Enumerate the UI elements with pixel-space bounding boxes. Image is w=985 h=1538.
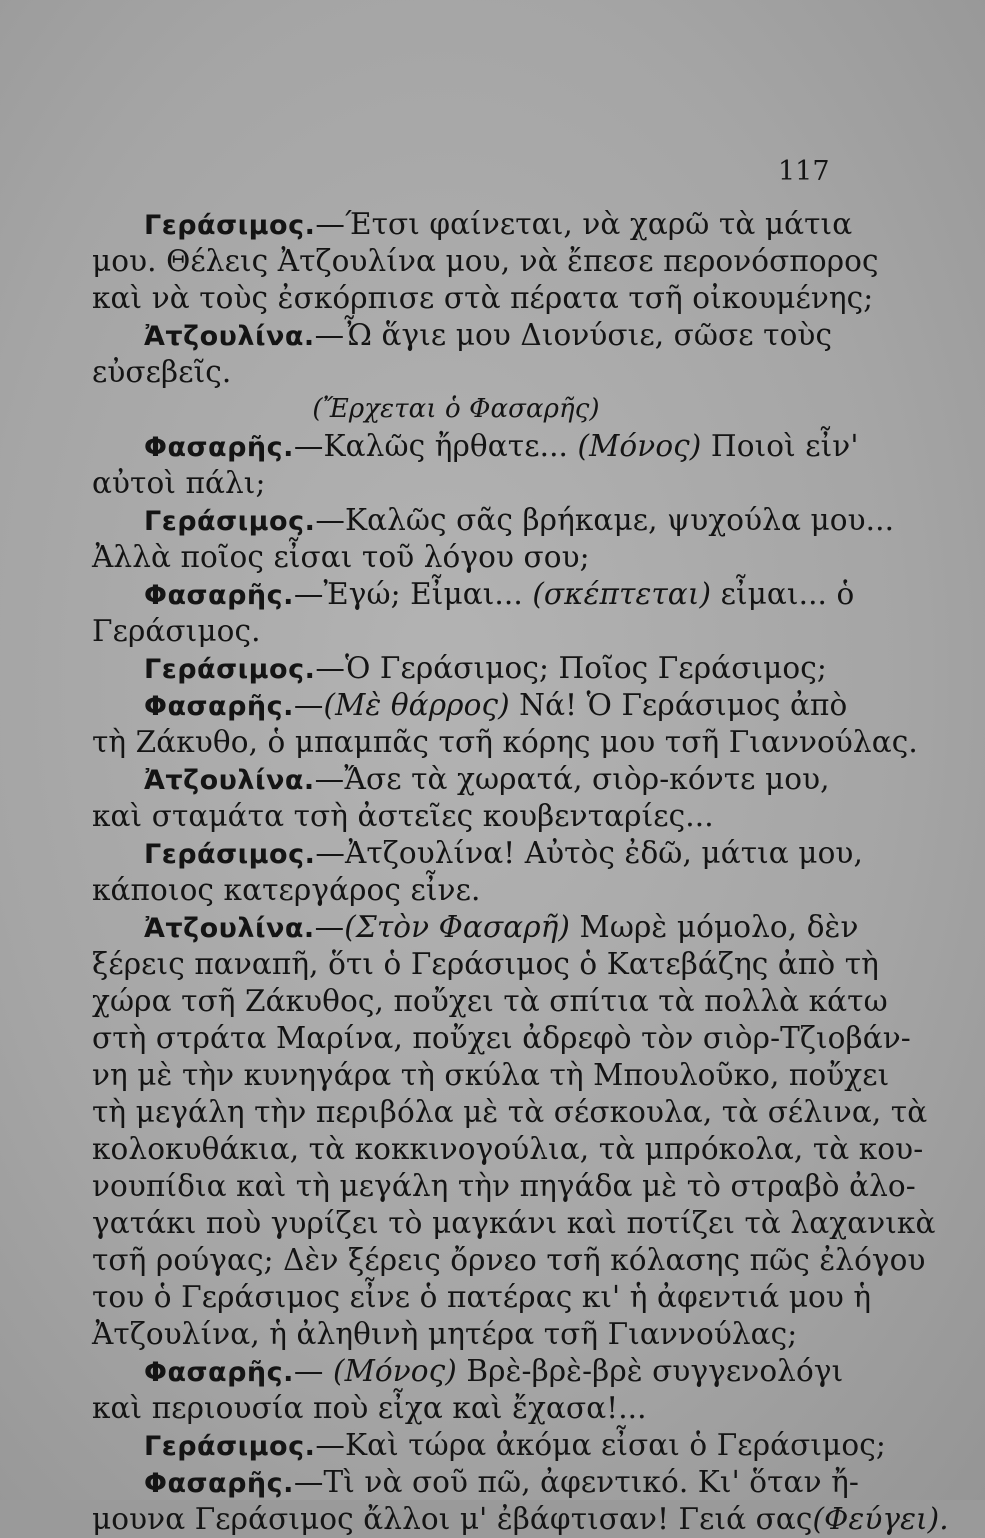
line-text: χώρα τσῆ Ζάκυθος, ποὔχει τὰ σπίτια τὰ πολλὰ κάτω: [92, 984, 888, 1018]
text-line: [92, 1464, 859, 1501]
text-line: [92, 539, 820, 576]
line-text: καὶ σταμάτα τσὴ ἀστεῖες κουβενταρίες...: [92, 799, 714, 833]
text-line: [92, 1168, 916, 1205]
line-text: αὐτοὶ πάλι;: [92, 466, 266, 500]
text-line: [92, 1353, 844, 1390]
line-text-continued: Βρὲ-βρὲ-βρὲ συγγενολόγι: [456, 1354, 844, 1388]
line-text: κάποιος κατεργάρος εἶνε.: [92, 873, 481, 907]
text-line: [92, 428, 859, 465]
text-line: [92, 1316, 820, 1353]
line-text: —Τὶ νὰ σοῦ πῶ, ἀφεντικό. Κι' ὅταν ἤ-: [293, 1465, 859, 1499]
stage-direction-inline: (Μόνος): [577, 429, 702, 463]
stage-direction-inline: (Μόνος): [332, 1354, 457, 1388]
text-line: [92, 280, 874, 317]
speaker-name: Γεράσιμος.: [144, 210, 316, 241]
speaker-name: Ἀτζουλίνα.: [144, 913, 315, 944]
line-text: —: [293, 688, 324, 722]
speaker-name: Φασαρῆς.: [144, 691, 294, 722]
text-line: [92, 909, 859, 946]
text-line: [92, 243, 879, 280]
text-line: [92, 1205, 936, 1242]
text-line: [92, 1020, 911, 1057]
line-text-continued: Ποιοὶ εἶν': [701, 429, 859, 463]
line-text: —Καὶ τώρα ἀκόμα εἶσαι ὁ Γεράσιμος;: [315, 1428, 886, 1462]
text-line: [92, 354, 820, 391]
line-text: τσῆ ρούγας; Δὲν ξέρεις ὄρνεο τσῆ κόλασης πῶς ἐλόγου: [92, 1243, 926, 1277]
text-line: [92, 1501, 949, 1538]
speaker-name: Γεράσιμος.: [144, 654, 316, 685]
line-text: —Ἀτζουλίνα! Αὐτὸς ἐδῶ, μάτια μου,: [315, 836, 863, 870]
line-text: —: [293, 1354, 333, 1388]
stage-direction-text: (Ἔρχεται ὁ Φασαρῆς): [312, 394, 600, 424]
line-text: —Καλῶς σᾶς βρήκαμε, ψυχούλα μου...: [315, 503, 895, 537]
line-text: κολοκυθάκια, τὰ κοκκινογούλια, τὰ μπρόκολα, τὰ κου-: [92, 1132, 924, 1166]
text-line: [92, 835, 863, 872]
speaker-name: Γεράσιμος.: [144, 839, 316, 870]
text-line: [92, 1094, 928, 1131]
text-line: [92, 650, 827, 687]
stage-direction-inline: (Στὸν Φασαρῆ): [344, 910, 571, 944]
speaker-name: Φασαρῆς.: [144, 1468, 294, 1499]
line-text: τὴ Ζάκυθο, ὁ μπαμπᾶς τσῆ κόρης μου τσῆ Γιαννούλας.: [92, 725, 918, 759]
line-text: —Καλῶς ἤρθατε...: [293, 429, 578, 463]
text-line: [92, 613, 820, 650]
line-text: νουπίδια καὶ τὴ μεγάλη τὴν πηγάδα μὲ τὸ στραβὸ ἀλο-: [92, 1169, 916, 1203]
text-line: [92, 946, 879, 983]
line-text: —Ἐγώ; Εἶμαι...: [293, 577, 533, 611]
text-line: [92, 761, 830, 798]
line-text: Γεράσιμος.: [92, 614, 261, 648]
page-number: 117: [778, 156, 830, 187]
text-line: [92, 1242, 926, 1279]
speaker-name: Φασαρῆς.: [144, 432, 294, 463]
text-line: [92, 687, 848, 724]
text-line: [92, 1057, 890, 1094]
line-text: Ἀλλὰ ποῖος εἶσαι τοῦ λόγου σου;: [92, 540, 590, 574]
text-line: [92, 1390, 820, 1427]
stage-direction-inline: (Φεύγει).: [812, 1502, 949, 1536]
text-line: [92, 1427, 886, 1464]
text-line: [92, 983, 888, 1020]
speaker-name: Φασαρῆς.: [144, 1357, 294, 1388]
line-text: μου. Θέλεις Ἀτζουλίνα μου, νὰ ἔπεσε περονόσπορος: [92, 244, 879, 278]
line-text: —Ὁ Γεράσιμος; Ποῖος Γεράσιμος;: [315, 651, 827, 685]
text-line: [92, 724, 918, 761]
text-line: [92, 317, 833, 354]
line-text: νη μὲ τὴν κυνηγάρα τὴ σκύλα τὴ Μπουλοῦκο, ποὔχει: [92, 1058, 890, 1092]
line-text: γατάκι ποὺ γυρίζει τὸ μαγκάνι καὶ ποτίζει τὰ λαχανικὰ: [92, 1206, 936, 1240]
text-line: [92, 872, 820, 909]
speaker-name: Φασαρῆς.: [144, 580, 294, 611]
speaker-name: Γεράσιμος.: [144, 506, 316, 537]
stage-direction: [92, 391, 820, 428]
line-text-continued: εἶμαι... ὁ: [711, 577, 855, 611]
stage-direction-inline: (σκέπτεται): [532, 577, 712, 611]
text-line: [92, 798, 820, 835]
stage-direction-inline: (Μὲ θάρρος): [323, 688, 510, 722]
speaker-name: Ἀτζουλίνα.: [144, 321, 315, 352]
line-text: —Έτσι φαίνεται, νὰ χαρῶ τὰ μάτια: [315, 207, 853, 241]
line-text: —: [314, 910, 345, 944]
dialogue-text: [92, 206, 949, 1538]
text-line: [92, 502, 895, 539]
line-text-continued: Μωρὲ μόμολο, δὲν: [570, 910, 859, 944]
line-text: του ὁ Γεράσιμος εἶνε ὁ πατέρας κι' ἡ ἀφεντιά μου ἡ: [92, 1280, 872, 1314]
line-text: εὐσεβεῖς.: [92, 355, 232, 389]
line-text: —Ἄσε τὰ χωρατά, σιὸρ-κόντε μου,: [314, 762, 830, 796]
text-line: [92, 576, 855, 613]
speaker-name: Ἀτζουλίνα.: [144, 765, 315, 796]
line-text: —Ὦ ἅγιε μου Διονύσιε, σῶσε τοὺς: [314, 318, 833, 352]
line-text: Ἀτζουλίνα, ἡ ἀληθινὴ μητέρα τσῆ Γιαννούλας;: [92, 1317, 798, 1351]
text-line: [92, 1131, 924, 1168]
line-text: καὶ νὰ τοὺς ἐσκόρπισε στὰ πέρατα τσῆ οἰκουμένης;: [92, 281, 874, 315]
line-text: ξέρεις παναπῆ, ὅτι ὁ Γεράσιμος ὁ Κατεβάζης ἀπὸ τὴ: [92, 947, 879, 981]
line-text-continued: Νά! Ὁ Γεράσιμος ἀπὸ: [509, 688, 848, 722]
text-line: [92, 206, 853, 243]
speaker-name: Γεράσιμος.: [144, 1431, 316, 1462]
text-line: [92, 465, 820, 502]
line-text: καὶ περιουσία ποὺ εἶχα καὶ ἔχασα!...: [92, 1391, 647, 1425]
text-line: [92, 1279, 872, 1316]
line-text: στὴ στράτα Μαρίνα, ποὔχει ἀδρεφὸ τὸν σιὸρ-Τζιοβάν-: [92, 1021, 911, 1055]
line-text: τὴ μεγάλη τὴν περιβόλα μὲ τὰ σέσκουλα, τὰ σέλινα, τὰ: [92, 1095, 928, 1129]
line-text: μουνα Γεράσιμος ἄλλοι μ' ἐβάφτισαν! Γειά σας: [92, 1502, 813, 1536]
